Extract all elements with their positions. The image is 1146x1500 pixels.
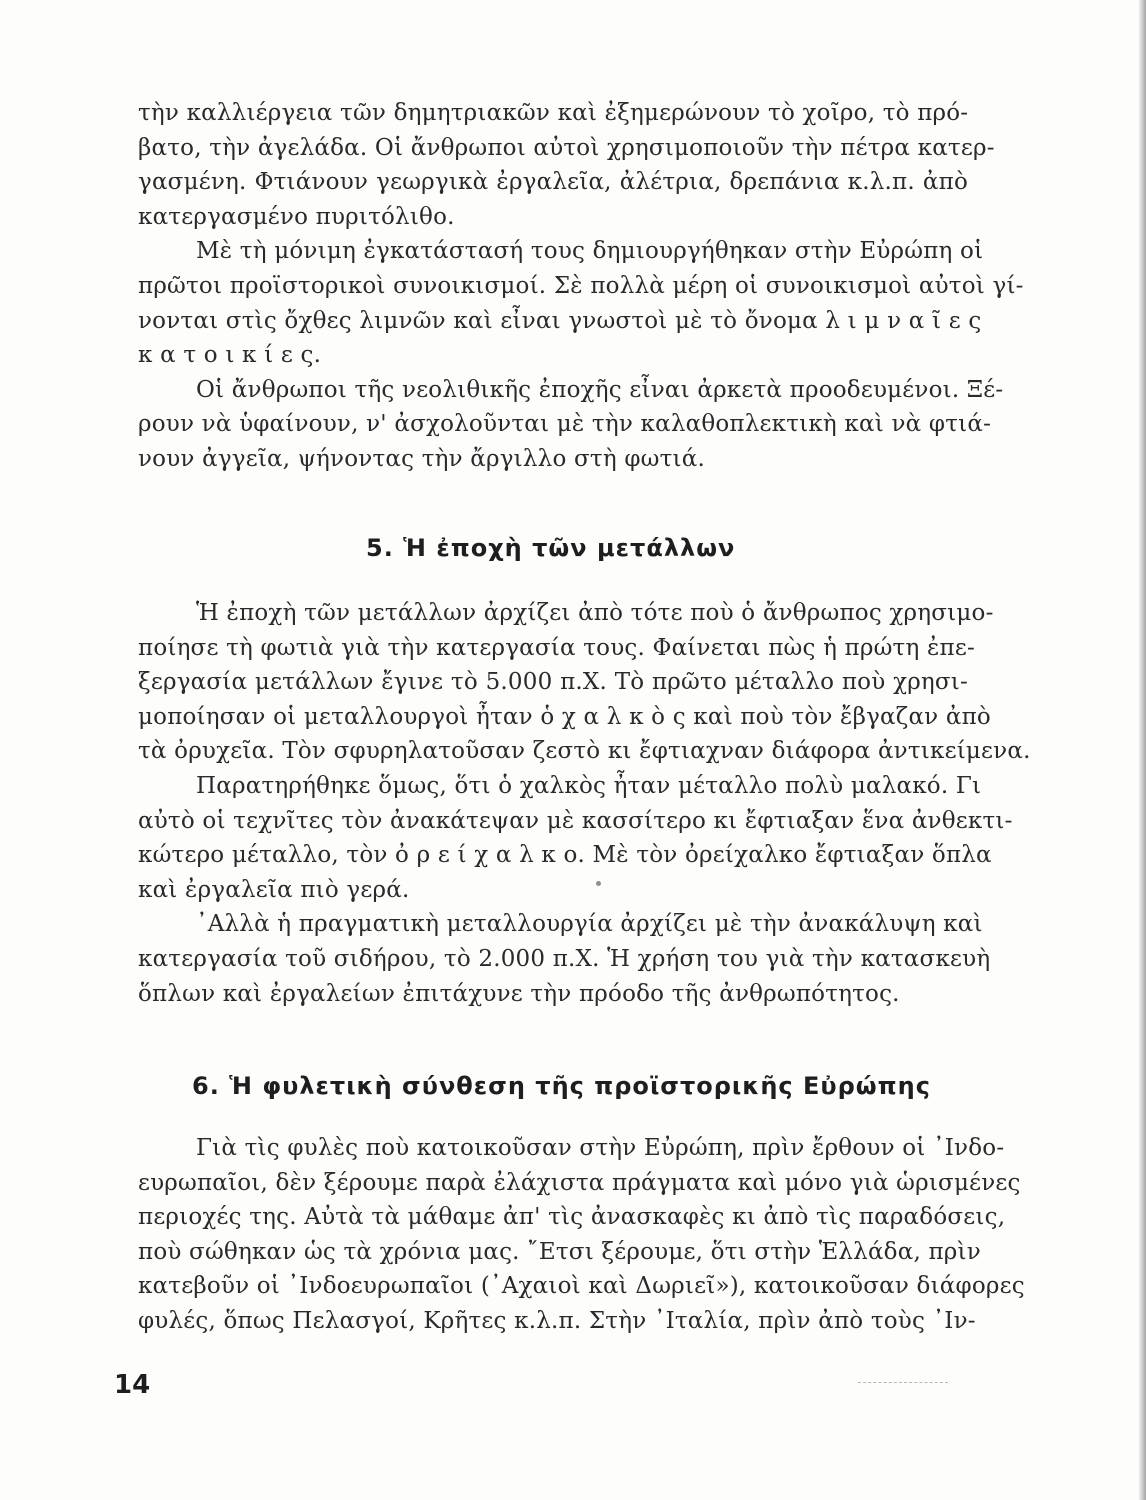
text-line: ποὺ σώθηκαν ὡς τὰ χρόνια μας. ῎Ετσι ξέρουμε, ὅτι στὴν Ἑλλάδα, πρὶν bbox=[138, 1238, 981, 1265]
section5-text bbox=[138, 596, 1031, 1011]
section5-heading: 5. Ἡ ἐποχὴ τῶν μετάλλων bbox=[366, 534, 736, 562]
text-line: ευρωπαῖοι, δὲν ξέρουμε παρὰ ἐλάχιστα πράγματα καὶ μόνο γιὰ ὡρισμένες bbox=[138, 1169, 1021, 1196]
text-line: κ α τ ο ι κ ί ε ς. bbox=[138, 342, 322, 369]
text-line: ξεργασία μετάλλων ἔγινε τὸ 5.000 π.Χ. Τὸ πρῶτο μέταλλο ποὺ χρησι- bbox=[138, 669, 968, 696]
text-line: κατεβοῦν οἱ ᾿Ινδοευρωπαῖοι (᾿Αχαιοὶ καὶ Δωριεῖ»), κατοικοῦσαν διάφορες bbox=[138, 1273, 1025, 1300]
section6-text bbox=[138, 1131, 1025, 1339]
text-line: περιοχές της. Αὐτὰ τὰ μάθαμε ἀπ' τὶς ἀνασκαφὲς κι ἀπὸ τὶς παραδόσεις, bbox=[138, 1204, 1006, 1231]
text-line: Ἡ ἐποχὴ τῶν μετάλλων ἀρχίζει ἀπὸ τότε ποὺ ὁ ἄνθρωπος χρησιμο- bbox=[196, 600, 994, 626]
text-line: κατεργασμένο πυριτόλιθο. bbox=[138, 203, 455, 230]
scan-artifact-line bbox=[858, 1378, 948, 1383]
text-line: ρουν νὰ ὑφαίνουν, ν' ἀσχολοῦνται μὲ τὴν καλαθοπλεκτικὴ καὶ νὰ φτιά- bbox=[138, 411, 992, 438]
text-line: καὶ ἐργαλεῖα πιὸ γερά. bbox=[138, 876, 410, 903]
text-line: βατο, τὴν ἀγελάδα. Οἱ ἄνθρωποι αὐτοὶ χρησιμοποιοῦν τὴν πέτρα κατερ- bbox=[138, 134, 995, 161]
text-line: νονται στὶς ὄχθες λιμνῶν καὶ εἶναι γνωστοὶ μὲ τὸ ὄνομα λ ι μ ν α ῖ ε ς bbox=[138, 307, 982, 334]
page-number: 14 bbox=[114, 1370, 151, 1400]
text-line: Μὲ τὴ μόνιμη ἐγκατάστασή τους δημιουργήθηκαν στὴν Εὐρώπη οἱ bbox=[196, 238, 984, 265]
paragraph bbox=[138, 907, 991, 1011]
text-line: κώτερο μέταλλο, τὸν ὀ ρ ε ί χ α λ κ ο. Μὲ τὸν ὀρείχαλκο ἔφτιαξαν ὅπλα bbox=[138, 842, 992, 869]
text-line: γασμένη. Φτιάνουν γεωργικὰ ἐργαλεῖα, ἀλέτρια, δρεπάνια κ.λ.π. ἀπὸ bbox=[138, 169, 968, 196]
paragraph bbox=[138, 234, 1024, 372]
text-line: τὰ ὀρυχεῖα. Τὸν σφυρηλατοῦσαν ζεστὸ κι ἔφτιαχναν διάφορα ἀντικείμενα. bbox=[138, 738, 1031, 765]
scan-dust-mark bbox=[596, 881, 601, 886]
paragraph bbox=[138, 96, 995, 234]
text-line: Γιὰ τὶς φυλὲς ποὺ κατοικοῦσαν στὴν Εὐρώπη, πρὶν ἔρθουν οἱ ᾿Ινδο- bbox=[196, 1135, 1005, 1161]
text-line: Οἱ ἄνθρωποι τῆς νεολιθικῆς ἐποχῆς εἶναι ἀρκετὰ προοδευμένοι. Ξέ- bbox=[196, 376, 1004, 403]
text-line: κατεργασία τοῦ σιδήρου, τὸ 2.000 π.Χ. Ἡ χρήση του γιὰ τὴν κατασκευὴ bbox=[138, 945, 991, 972]
text-line: νουν ἀγγεῖα, ψήνοντας τὴν ἄργιλλο στὴ φωτιά. bbox=[138, 445, 705, 472]
paragraph bbox=[138, 373, 1004, 477]
page-edge-shadow bbox=[1138, 0, 1146, 1500]
text-line: τὴν καλλιέργεια τῶν δημητριακῶν καὶ ἐξημερώνουν τὸ χοῖρο, τὸ πρό- bbox=[138, 100, 969, 126]
section6-heading: 6. Ἡ φυλετικὴ σύνθεση τῆς προϊστορικῆς Εὐρώπης bbox=[192, 1072, 931, 1100]
text-line: Παρατηρήθηκε ὅμως, ὅτι ὁ χαλκὸς ἦταν μέταλλο πολὺ μαλακό. Γι bbox=[196, 772, 982, 799]
paragraph bbox=[138, 596, 1031, 769]
section4-text bbox=[138, 96, 1024, 477]
text-line: ᾿Αλλὰ ἡ πραγματικὴ μεταλλουργία ἀρχίζει μὲ τὴν ἀνακάλυψη καὶ bbox=[196, 911, 983, 938]
text-line: αὐτὸ οἱ τεχνῖτες τὸν ἀνακάτεψαν μὲ κασσίτερο κι ἔφτιαξαν ἕνα ἀνθεκτι- bbox=[138, 807, 1013, 834]
text-line: πρῶτοι προϊστορικοὶ συνοικισμοί. Σὲ πολλὰ μέρη οἱ συνοικισμοὶ αὐτοὶ γί- bbox=[138, 272, 1024, 299]
text-line: ποίησε τὴ φωτιὰ γιὰ τὴν κατεργασία τους. Φαίνεται πὼς ἡ πρώτη ἐπε- bbox=[138, 634, 975, 661]
text-line: μοποίησαν οἱ μεταλλουργοὶ ἦταν ὁ χ α λ κ ὸ ς καὶ ποὺ τὸν ἔβγαζαν ἀπὸ bbox=[138, 703, 991, 730]
text-line: ὅπλων καὶ ἐργαλείων ἐπιτάχυνε τὴν πρόοδο τῆς ἀνθρωπότητος. bbox=[138, 980, 900, 1007]
paragraph bbox=[138, 769, 1013, 907]
paragraph bbox=[138, 1131, 1025, 1339]
text-line: φυλές, ὅπως Πελασγοί, Κρῆτες κ.λ.π. Στὴν ᾿Ιταλία, πρὶν ἀπὸ τοὺς ᾿Ιν- bbox=[138, 1307, 976, 1334]
